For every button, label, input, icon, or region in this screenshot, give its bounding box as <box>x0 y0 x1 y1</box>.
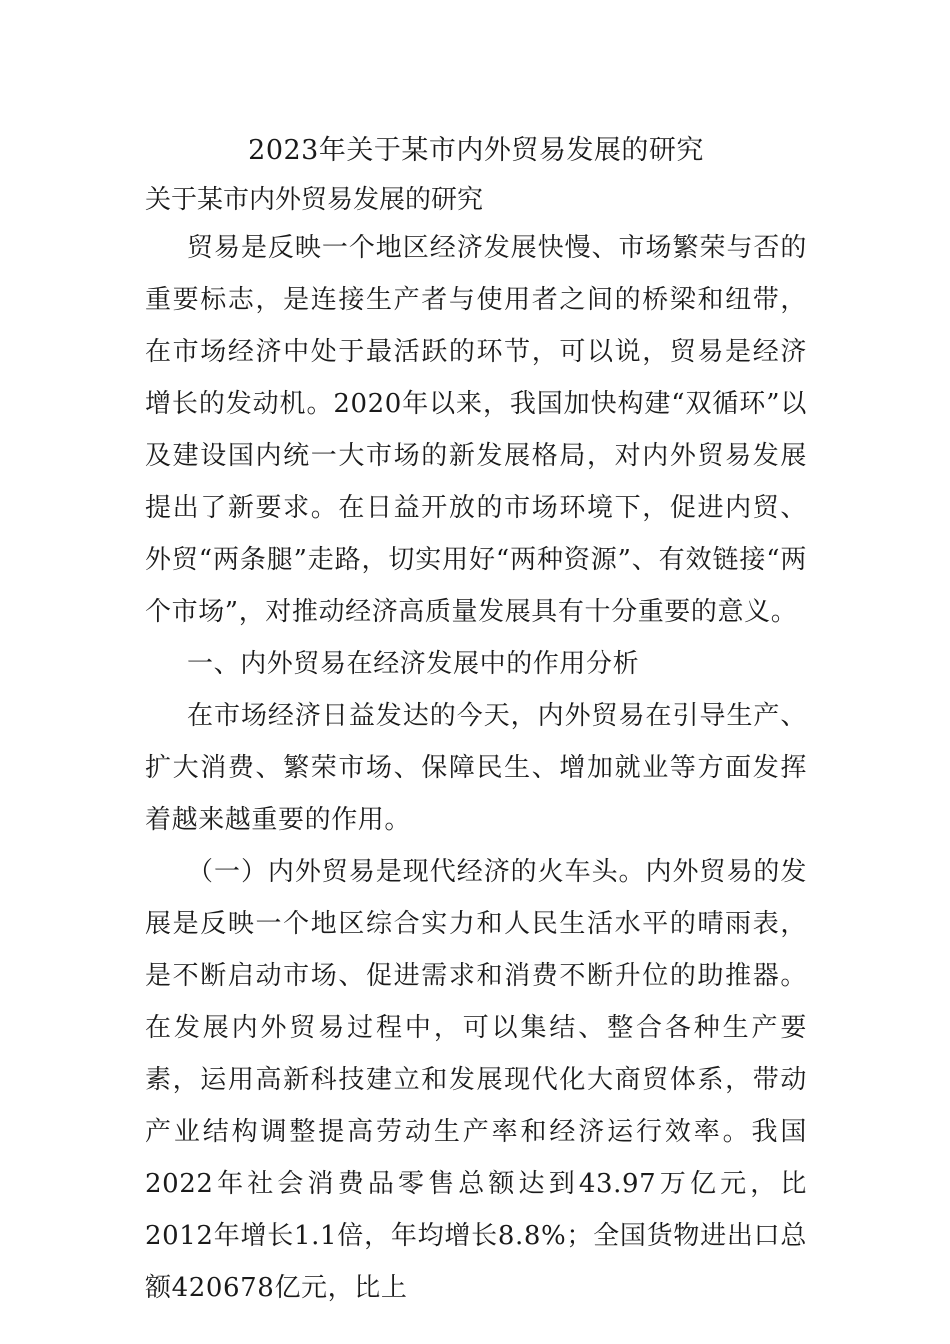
section-heading-1: 一、内外贸易在经济发展中的作用分析 <box>187 649 640 679</box>
paragraph-subsection-1: （一）内外贸易是现代经济的火车头。内外贸易的发展是反映一个地区综合实力和人民生活水平的晴雨表，是不断启动市场、促进需求和消费不断升位的助推器。在发展内外贸易过程中，可以集结、整合各种生产要素，运用高新科技建立和发展现代化大商贸体系，带动产业结构调整提高劳动生产率和经济运行效率。我国2022年社会消费品零售总额达到43.97万亿元，比2012年增长1.1倍，年均增长8.8%；全国货物进出口总额420678亿元，比上 <box>145 857 807 1303</box>
document-title: 2023年关于某市内外贸易发展的研究 <box>248 135 704 166</box>
paragraph-section-1-intro: 在市场经济日益发达的今天，内外贸易在引导生产、扩大消费、繁荣市场、保障民生、增加就业等方面发挥着越来越重要的作用。 <box>145 701 807 835</box>
paragraph-intro: 贸易是反映一个地区经济发展快慢、市场繁荣与否的重要标志，是连接生产者与使用者之间的桥梁和纽带，在市场经济中处于最活跃的环节，可以说，贸易是经济增长的发动机。2020年以来，我国加快构建“双循环”以及建设国内统一大市场的新发展格局，对内外贸易发展提出了新要求。在日益开放的市场环境下，促进内贸、外贸“两条腿”走路，切实用好“两种资源”、有效链接“两个市场”，对推动经济高质量发展具有十分重要的意义。 <box>145 233 807 627</box>
document-subtitle: 关于某市内外贸易发展的研究 <box>145 185 484 215</box>
document-page <box>145 130 807 1314</box>
